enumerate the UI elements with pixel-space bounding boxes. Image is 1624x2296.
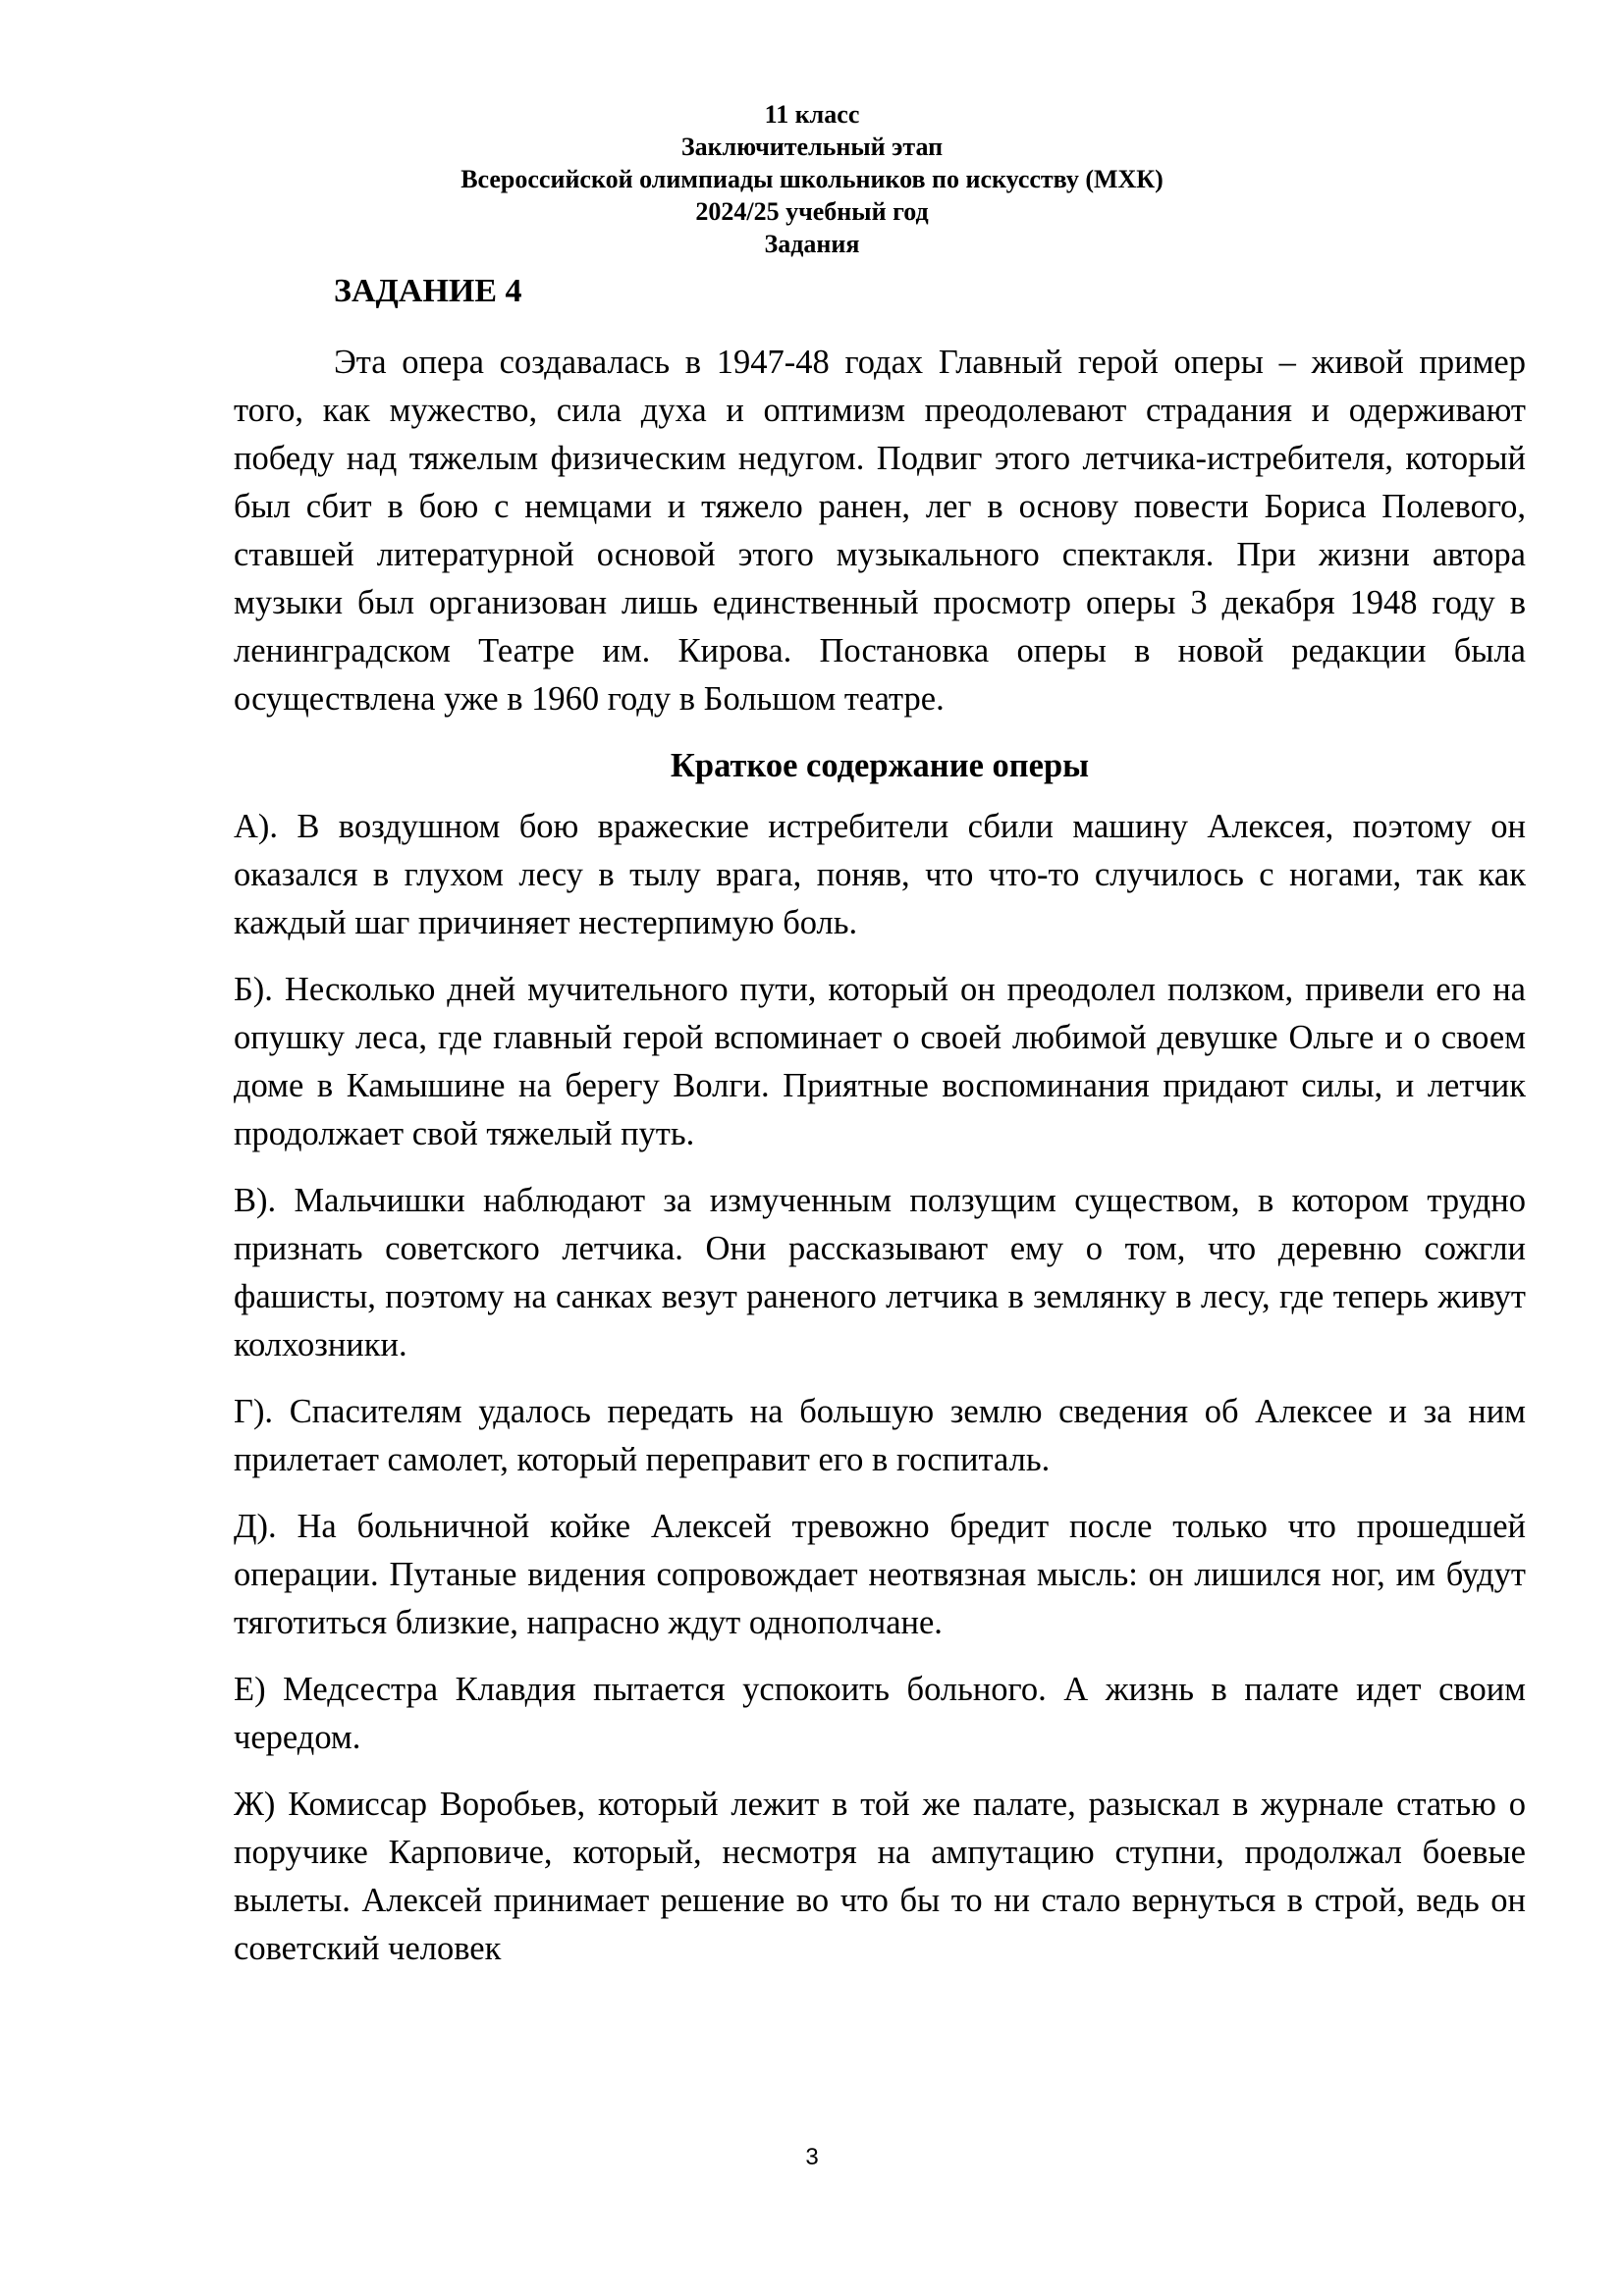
summary-item-v: В). Мальчишки наблюдают за измученным ползущим существом, в котором трудно признать советского летчика. Они рассказывают ему о том, что деревню сожгли фашисты, поэтому на санках везут раненого летчика в землянку в лесу, где теперь живут колхозники. [234, 1182, 1526, 1363]
task-title: ЗАДАНИЕ 4 [334, 273, 522, 309]
summary-item-e: Е) Медсестра Клавдия пытается успокоить больного. А жизнь в палате идет своим чередом. [234, 1671, 1526, 1756]
summary-heading: Краткое содержание оперы [670, 747, 1090, 784]
summary-item-zh: Ж) Комиссар Воробьев, который лежит в той же палате, разыскал в журнале статью о поручике Карповиче, который, несмотря на ампутацию ступни, продолжал боевые вылеты. Алексей принимает решение во что бы то ни стало вернуться в строй, ведь он советский человек [234, 1786, 1526, 1967]
summary-item-b: Б). Несколько дней мучительного пути, который он преодолел ползком, привели его на опушку леса, где главный герой вспоминает о своей любимой девушке Ольге и о своем доме в Камышине на берегу Волги. Приятные воспоминания придают силы, и летчик продолжает свой тяжелый путь. [234, 971, 1526, 1152]
document-header [0, 98, 1624, 260]
header-olympiad: Всероссийской олимпиады школьников по искусству (МХК) [460, 165, 1164, 193]
summary-item-g: Г). Спасителям удалось передать на большую землю сведения об Алексее и за ним прилетает самолет, который переправит его в госпиталь. [234, 1393, 1526, 1478]
summary-item-d: Д). На больничной койке Алексей тревожно бредит после только что прошедшей операции. Путаные видения сопровождает неотвязная мысль: он лишился ног, им будут тяготиться близкие, напрасно ждут однополчане. [234, 1508, 1526, 1641]
intro-paragraph: Эта опера создавалась в 1947-48 годах Главный герой оперы – живой пример того, как мужество, сила духа и оптимизм преодолевают страдания и одерживают победу над тяжелым физическим недугом. Подвиг этого летчика-истребителя, который был сбит в бою с немцами и тяжело ранен, лег в основу повести Бориса Полевого, ставшей литературной основой этого музыкального спектакля. При жизни автора музыки был организован лишь единственный просмотр оперы 3 декабря 1948 году в ленинградском Театре им. Кирова. Постановка оперы в новой редакции была осуществлена уже в 1960 году в Большом театре. [234, 344, 1526, 718]
header-year: 2024/25 учебный год [695, 197, 929, 226]
summary-item-a: А). В воздушном бою вражеские истребители сбили машину Алексея, поэтому он оказался в глухом лесу в тылу врага, поняв, что что-то случилось с ногами, так как каждый шаг причиняет нестерпимую боль. [234, 808, 1526, 941]
task-content [234, 339, 1526, 1992]
header-grade: 11 класс [764, 100, 860, 129]
header-stage: Заключительный этап [680, 133, 944, 161]
page-number: 3 [805, 2144, 819, 2170]
header-tasks: Задания [764, 230, 860, 258]
